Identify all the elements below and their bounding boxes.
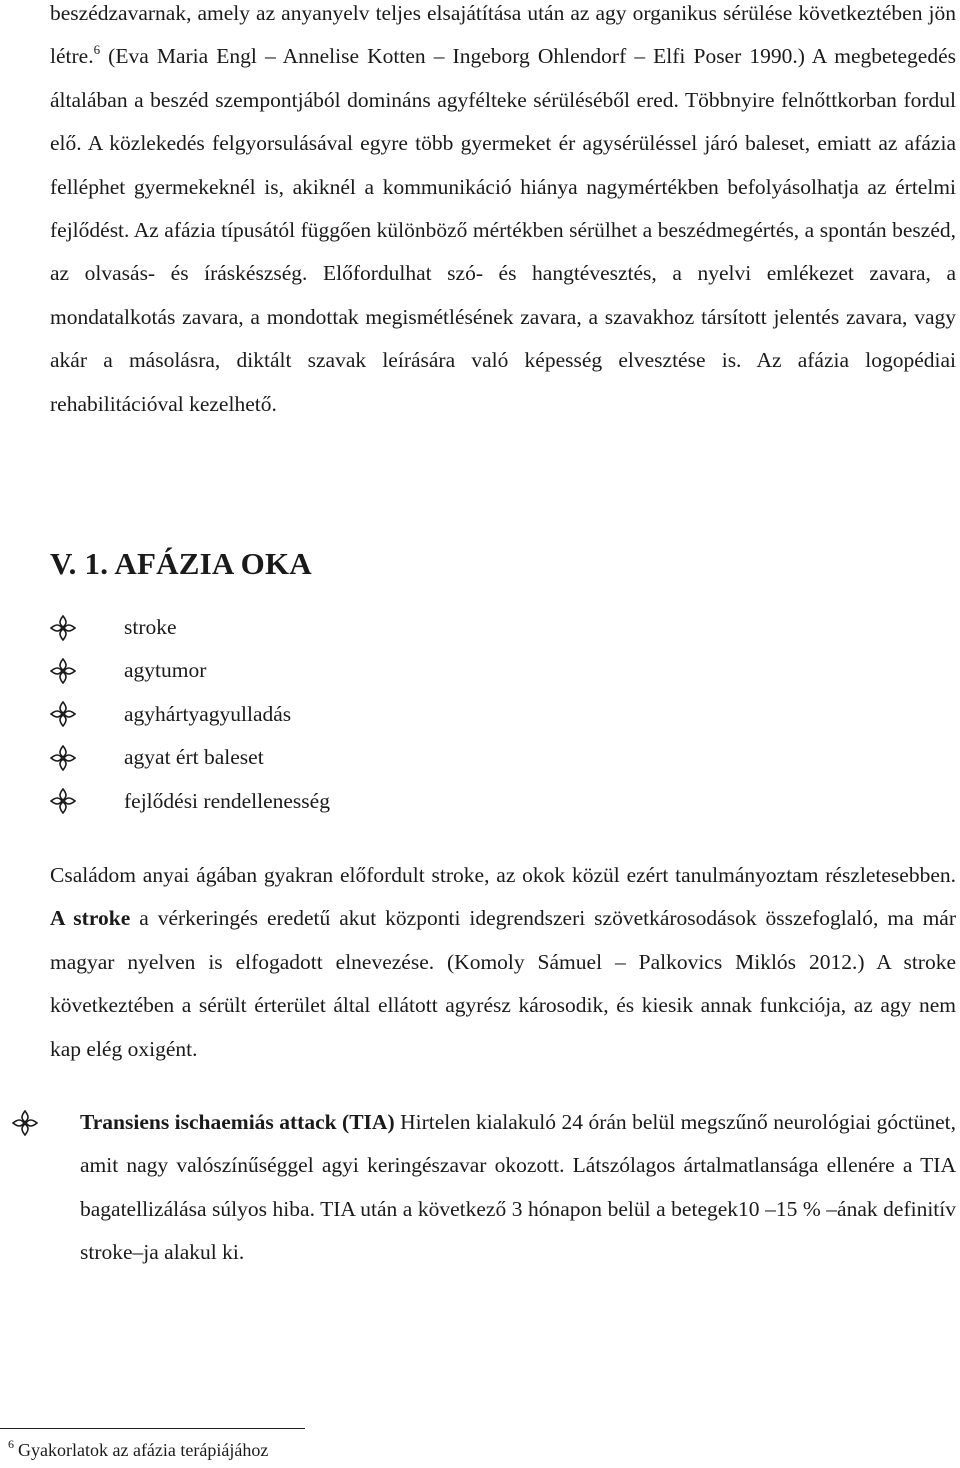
- list-item: [50, 736, 330, 779]
- list-item: [50, 649, 330, 692]
- four-petal-diamond-icon: [50, 788, 76, 814]
- section-heading: V. 1. AFÁZIA OKA: [50, 546, 312, 581]
- cause-label: agytumor: [124, 658, 207, 683]
- four-petal-diamond-icon: [50, 658, 76, 684]
- causes-list: [50, 606, 330, 823]
- tia-list-item: [12, 1101, 956, 1275]
- footnote-number: 6: [8, 1437, 14, 1451]
- stroke-paragraph: [50, 854, 956, 1071]
- four-petal-diamond-icon: [50, 745, 76, 771]
- stroke-text-1: Családom anyai ágában gyakran előfordult stroke, az okok közül ezért tanulmányoztam részletesebben.: [50, 863, 956, 887]
- list-item: [50, 780, 330, 823]
- cause-label: agyhártyagyulladás: [124, 701, 292, 726]
- cause-label: agyat ért baleset: [124, 745, 264, 770]
- four-petal-diamond-icon: [50, 615, 76, 641]
- cause-label: fejlődési rendellenesség: [124, 788, 330, 813]
- stroke-text-2: a vérkeringés eredetű akut központi idegrendszeri szövetkárosodások összefoglaló, ma már magyar nyelven is elfogadott elnevezése. (Komoly Sámuel – Palkovics Miklós 2012.) A stroke következtében a sérült érterület által ellátott agyrész károsodik, és kiesik annak funkciója, az agy nem kap elég oxigént.: [50, 906, 957, 1061]
- tia-term: Transiens ischaemiás attack (TIA): [80, 1110, 395, 1134]
- stroke-term: A stroke: [50, 906, 131, 931]
- list-item: [50, 606, 330, 649]
- footnote-reference[interactable]: 6: [93, 42, 101, 58]
- four-petal-diamond-icon: [50, 701, 76, 727]
- four-petal-diamond-icon: [12, 1110, 38, 1136]
- footnote-divider: [0, 1428, 305, 1429]
- intro-text-1: beszédzavarnak, amely az anyanyelv teljes elsajátítása után az agy organikus sérülése következtében jön létre.: [50, 1, 956, 69]
- tia-description: Hirtelen kialakuló 24 órán belül megszűnő neurológiai góctünet, amit nagy valószínűséggel agyi keringészavar okozott. Látszólagos ártalmatlansága ellenére a TIA bagatellizálása súlyos hiba. TIA után a következő 3 hónapon belül a betegek10 –15 % –ának definitív stroke–ja alakul ki.: [80, 1110, 957, 1265]
- tia-text-block: [80, 1101, 956, 1275]
- footnote-text: Gyakorlatok az afázia terápiájához: [18, 1440, 269, 1460]
- intro-text-2: (Eva Maria Engl – Annelise Kotten – Ingeborg Ohlendorf – Elfi Poser 1990.) A megbetegedés általában a beszéd szempontjából domináns agyfélteke sérüléséből ered. Többnyire felnőttkorban fordul elő. A közlekedés felgyorsulásával egyre több gyermeket ér agysérüléssel járó baleset, emiatt az afázia felléphet gyermekeknél is, akiknél a kommunikáció hiánya nagymértékben befolyásolhatja az értelmi fejlődést. Az afázia típusától függően különböző mértékben sérülhet a beszédmegértés, a spontán beszéd, az olvasás- és íráskészség. Előfordulhat szó- és hangtévesztés, a nyelvi emlékezet zavara, a mondatalkotás zavara, a mondottak megismétlésének zavara, a szavakhoz társított jelentés zavara, vagy akár a másolásra, diktált szavak leírására való képesség elvesztése is. Az afázia logopédiai rehabilitációval kezelhető.: [50, 44, 956, 416]
- footnote: [8, 1438, 268, 1462]
- list-item: [50, 693, 330, 736]
- intro-paragraph: [50, 0, 956, 426]
- cause-label: stroke: [124, 615, 177, 639]
